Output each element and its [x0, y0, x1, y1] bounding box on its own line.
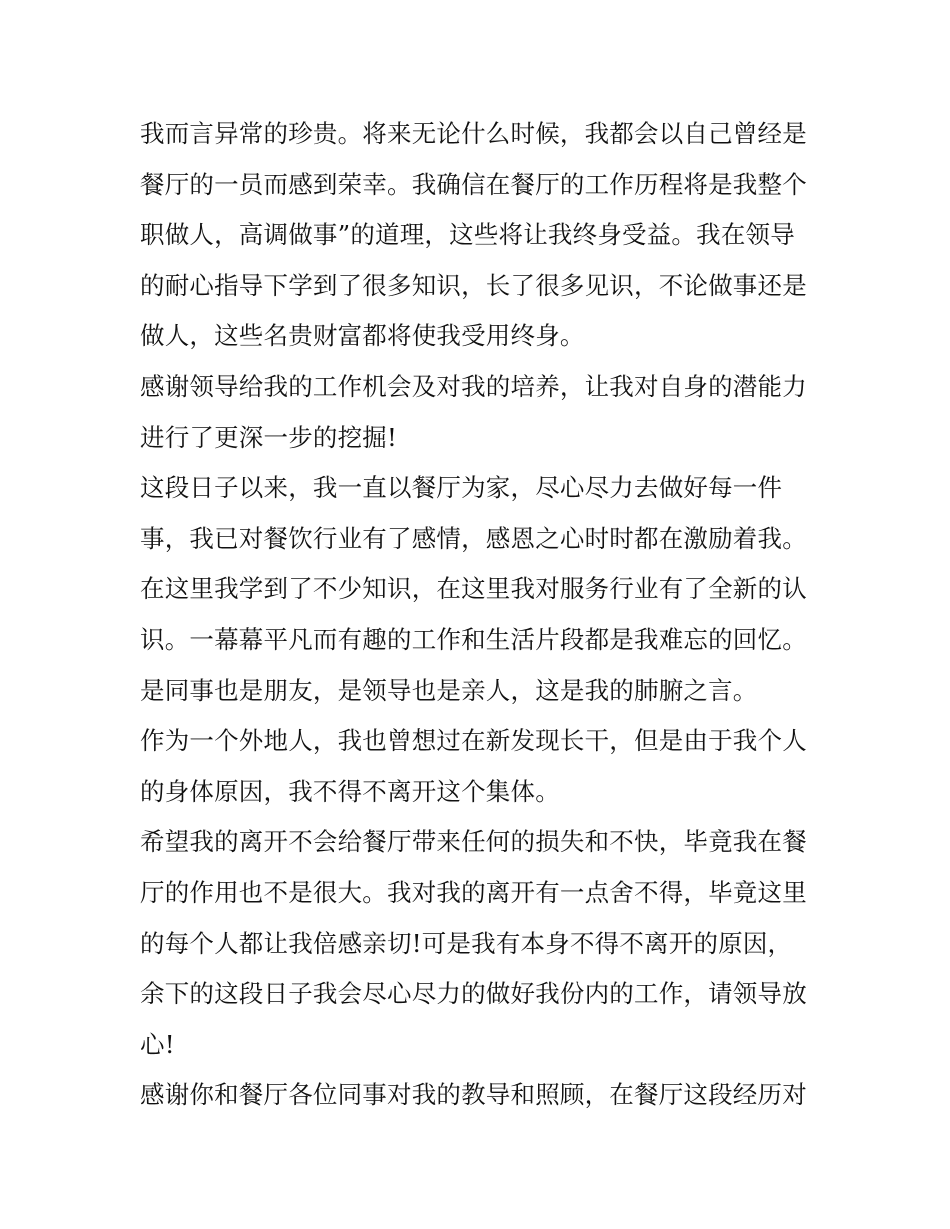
text-line: 作为一个外地人，我也曾想过在新发现长干，但是由于我个人: [140, 726, 807, 756]
text-line: 餐厅的一员而感到荣幸。我确信在餐厅的工作历程将是我整个: [140, 169, 807, 199]
text-line: 心!: [140, 1029, 175, 1059]
text-line: 我而言异常的珍贵。将来无论什么时候，我都会以自己曾经是: [140, 119, 807, 148]
text-line: 希望我的离开不会给餐厅带来任何的损失和不快，毕竟我在餐: [140, 827, 807, 857]
text-line: 厅的作用也不是很大。我对我的离开有一点舍不得，毕竟这里: [140, 877, 807, 907]
text-line: 的耐心指导下学到了很多知识，长了很多见识，不论做事还是: [140, 270, 807, 300]
text-line: 感谢领导给我的工作机会及对我的培养，让我对自身的潜能力: [140, 371, 807, 401]
text-line: 进行了更深一步的挖掘!: [140, 422, 398, 452]
text-line: 的每个人都让我倍感亲切!可是我有本身不得不离开的原因，: [140, 928, 793, 958]
text-line: 做人，这些名贵财富都将使我受用终身。: [140, 321, 585, 351]
text-line: 识。一幕幕平凡而有趣的工作和生活片段都是我难忘的回忆。: [140, 624, 807, 654]
text-line: 这段日子以来，我一直以餐厅为家，尽心尽力去做好每一件: [140, 473, 783, 503]
text-line: 在这里我学到了不少知识，在这里我对服务行业有了全新的认: [140, 574, 807, 604]
text-line: 余下的这段日子我会尽心尽力的做好我份内的工作，请领导放: [140, 979, 807, 1009]
text-line: 的身体原因，我不得不离开这个集体。: [140, 776, 560, 806]
text-line: 感谢你和餐厅各位同事对我的教导和照顾，在餐厅这段经历对: [140, 1080, 807, 1110]
document-body: [140, 109, 820, 1121]
text-line: 职做人，高调做事”的道理，这些将让我终身受益。我在领导: [140, 220, 795, 250]
text-line: 事，我已对餐饮行业有了感情，感恩之心时时都在激励着我。: [140, 523, 807, 553]
text-line: 是同事也是朋友，是领导也是亲人，这是我的肺腑之言。: [140, 675, 758, 705]
